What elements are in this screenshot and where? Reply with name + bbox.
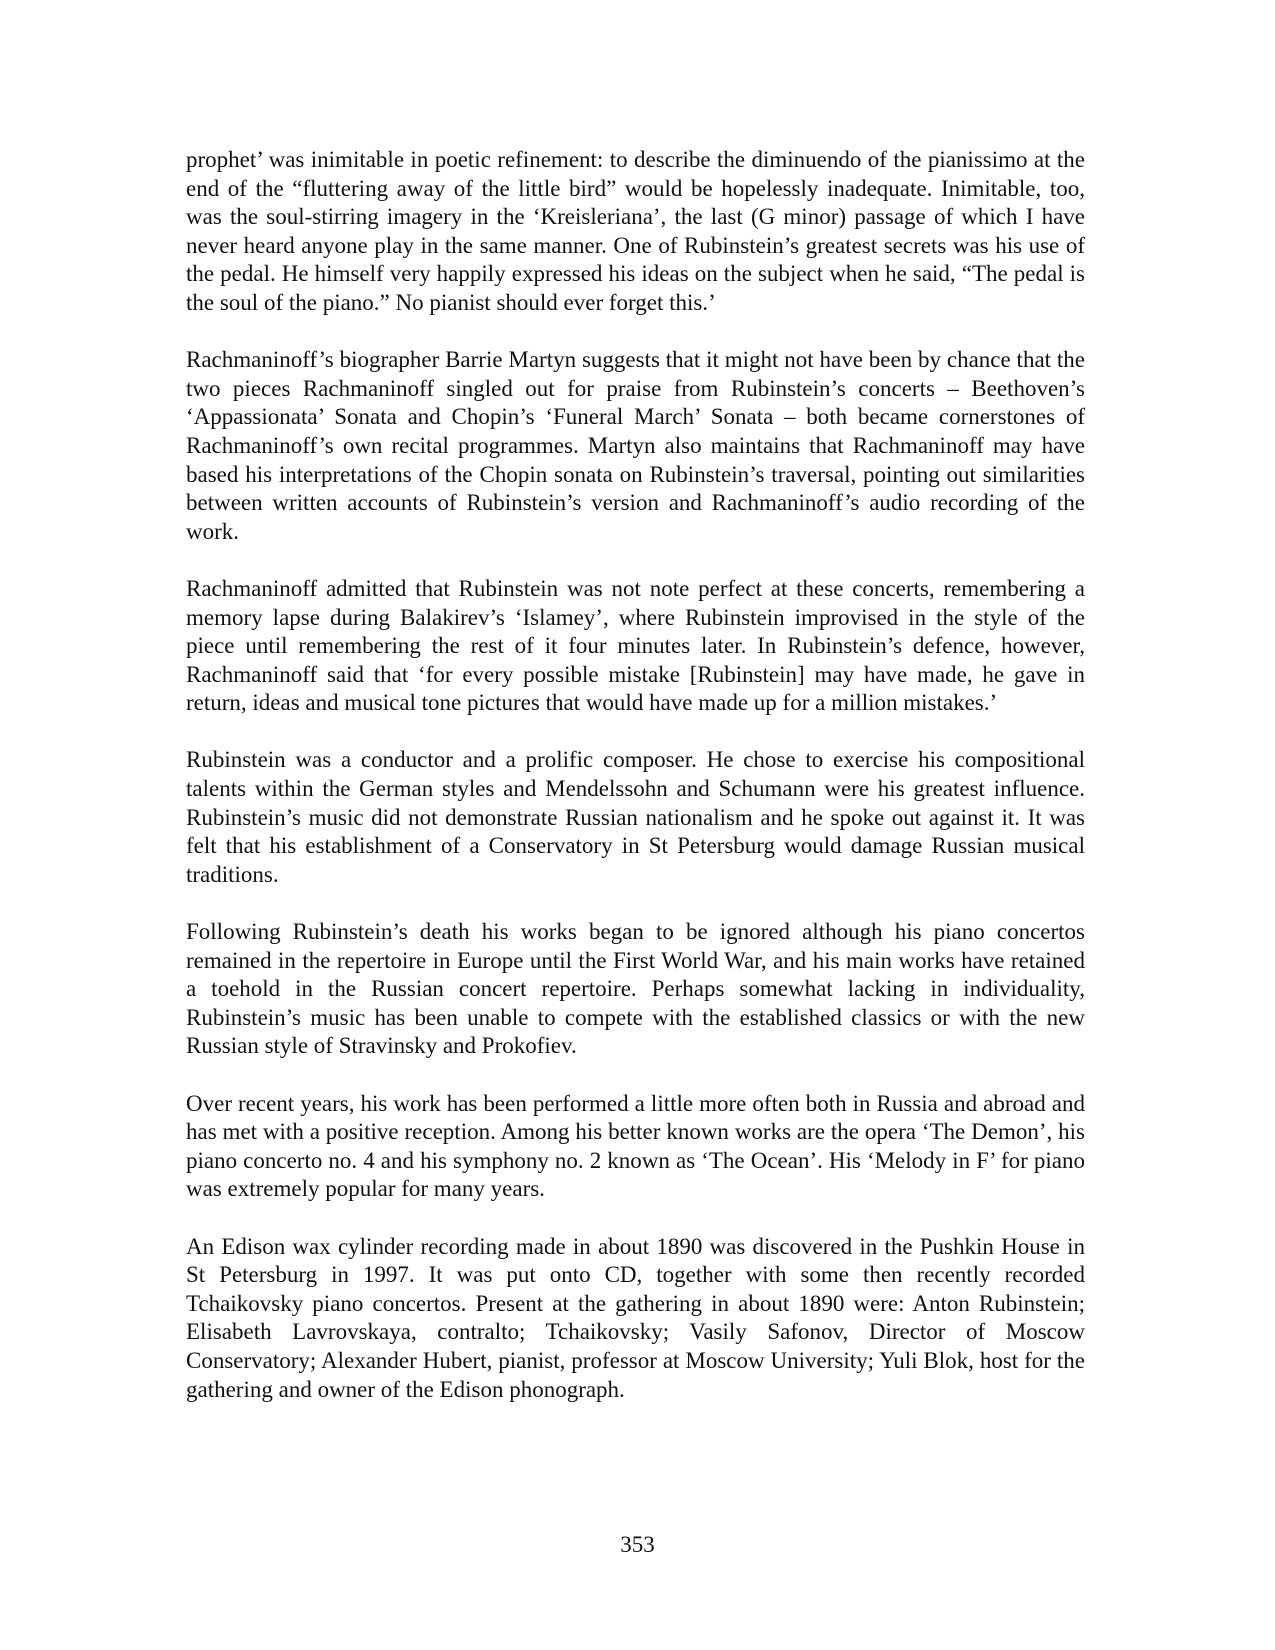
paragraph-2: Rachmaninoff’s biographer Barrie Martyn suggests that it might not have been by chance that the two pieces Rachmaninoff singled out for praise from Rubinstein’s concerts – Beethoven’s ‘Appassionata’ Sonata and Chopin’s ‘Funeral March’ Sonata – both became cornerstones of Rachmaninoff’s own recital programmes. Martyn also maintains that Rachmaninoff may have based his interpretations of the Chopin sonata on Rubinstein’s traversal, pointing out similarities between written accounts of Rubinstein’s version and Rachmaninoff’s audio recording of the work. (186, 347, 1085, 544)
paragraph-5: Following Rubinstein’s death his works began to be ignored although his piano concertos remained in the repertoire in Europe until the First World War, and his main works have retained a toehold in the Russian concert repertoire. Perhaps somewhat lacking in individuality, Rubinstein’s music has been unable to compete with the established classics or with the new Russian style of Stravinsky and Prokofiev. (186, 919, 1085, 1059)
paragraph-7: An Edison wax cylinder recording made in about 1890 was discovered in the Pushkin House in St Petersburg in 1997. It was put onto CD, together with some then recently recorded Tchaikovsky piano concertos. Present at the gathering in about 1890 were: Anton Rubinstein; Elisabeth Lavrovskaya, contralto; Tchaikovsky; Vasily Safonov, Director of Moscow Conservatory; Alexander Hubert, pianist, professor at Moscow University; Yuli Blok, host for the gathering and owner of the Edison phonograph. (186, 1233, 1085, 1402)
paragraph-4: Rubinstein was a conductor and a prolific composer. He chose to exercise his compositional talents within the German styles and Mendelssohn and Schumann were his greatest influence. Rubinstein’s music did not demonstrate Russian nationalism and he spoke out against it. It was felt that his establishment of a Conservatory in St Petersburg would damage Russian musical traditions. (186, 747, 1085, 887)
paragraph-6: Over recent years, his work has been performed a little more often both in Russia and abroad and has met with a positive reception. Among his better known works are the opera ‘The Demon’, his piano concerto no. 4 and his symphony no. 2 known as ‘The Ocean’. His ‘Melody in F’ for piano was extremely popular for many years. (186, 1090, 1085, 1202)
paragraph-3: Rachmaninoff admitted that Rubinstein was not note perfect at these concerts, remembering a memory lapse during Balakirev’s ‘Islamey’, where Rubinstein improvised in the style of the piece until remembering the rest of it four minutes later. In Rubinstein’s defence, however, Rachmaninoff said that ‘for every possible mistake [Rubinstein] may have made, he gave in return, ideas and musical tone pictures that would have made up for a million mistakes.’ (186, 575, 1085, 716)
body-text (186, 146, 1085, 1404)
page-number: 353 (620, 1532, 655, 1557)
paragraph-1: prophet’ was inimitable in poetic refinement: to describe the diminuendo of the pianissimo at the end of the “fluttering away of the little bird” would be hopelessly inadequate. Inimitable, too, was the soul-stirring imagery in the ‘Kreisleriana’, the last (G minor) passage of which I have never heard anyone play in the same manner. One of Rubinstein’s greatest secrets was his use of the pedal. He himself very happily expressed his ideas on the subject when he said, “The pedal is the soul of the piano.” No pianist should ever forget this.’ (186, 147, 1085, 315)
